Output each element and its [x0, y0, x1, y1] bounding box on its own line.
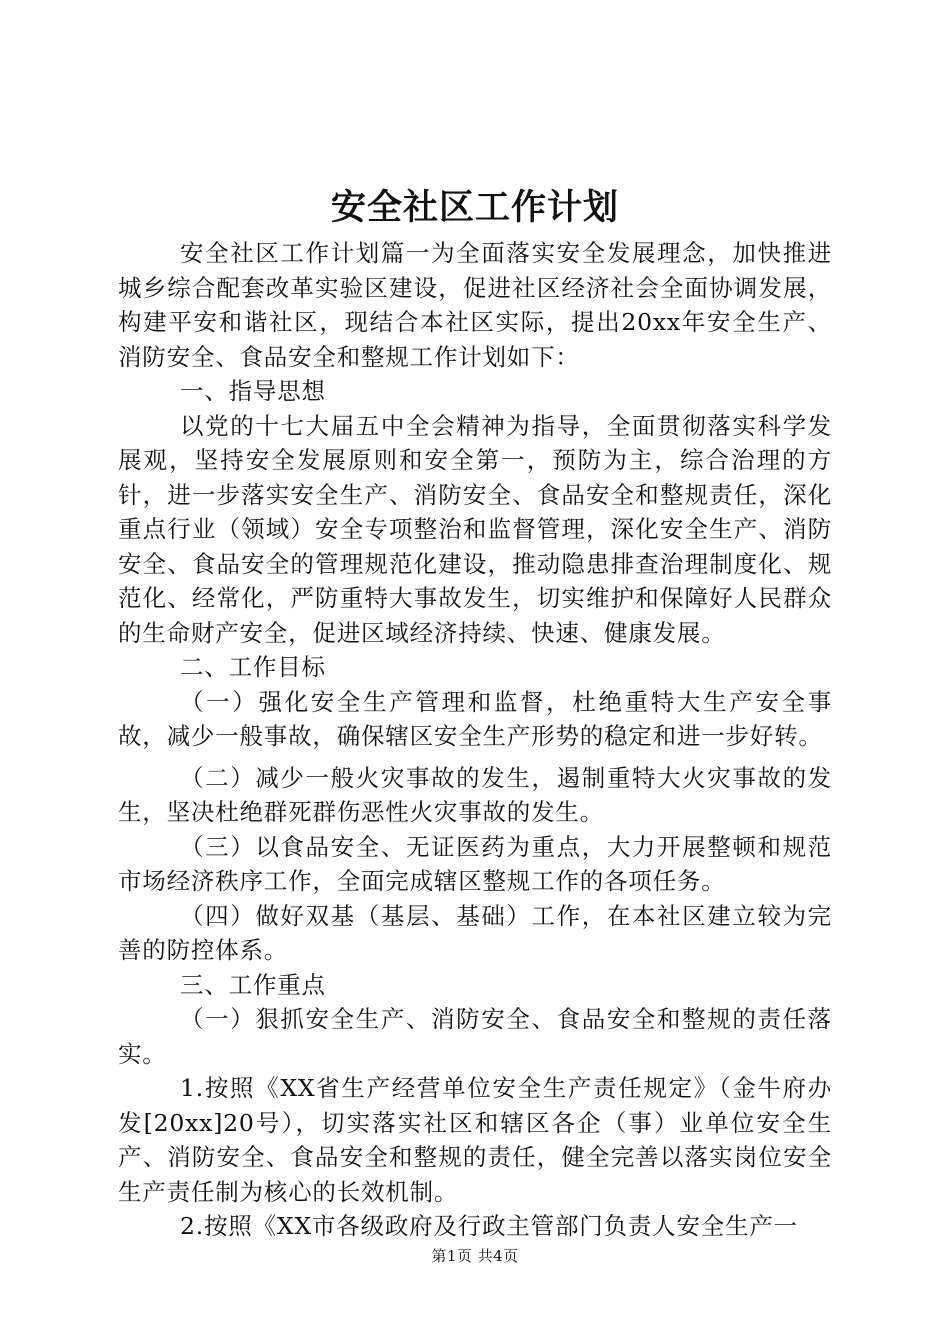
section-heading-work-focus: 三、工作重点 — [180, 970, 326, 999]
document-body — [118, 236, 832, 1244]
paragraph-focus-1: （一）狠抓安全生产、消防安全、食品安全和整规的责任落实。 — [118, 1005, 832, 1068]
paragraph-goal-1: （一）强化安全生产管理和监督，杜绝重特大生产安全事故，减少一般事故，确保辖区安全生产形势的稳定和进一步好转。 — [118, 687, 832, 750]
paragraph-intro: 安全社区工作计划篇一为全面落实安全发展理念，加快推进城乡综合配套改革实验区建设，促进社区经济社会全面协调发展，构建平安和谐社区，现结合本社区实际，提出20xx年安全生产、消防安全、食品安全和整规工作计划如下： — [118, 239, 832, 371]
paragraph-guiding-thought: 以党的十七大届五中全会精神为指导，全面贯彻落实科学发展观，坚持安全发展原则和安全第一，预防为主，综合治理的方针，进一步落实安全生产、消防安全、食品安全和整规责任，深化重点行业（领域）安全专项整治和监督管理，深化安全生产、消防安全、食品安全的管理规范化建设，推动隐患排查治理制度化、规范化、经常化，严防重特大事故发生，切实维护和保障好人民群众的生命财产安全，促进区域经济持续、快速、健康发展。 — [118, 411, 832, 647]
page-footer: 第1页 共4页 — [431, 1247, 519, 1265]
section-heading-guiding-thought: 一、指导思想 — [180, 377, 326, 405]
paragraph-focus-1-item-2: 2.按照《XX市各级政府及行政主管部门负责人安全生产一 — [180, 1212, 798, 1240]
section-heading-work-goals: 二、工作目标 — [180, 653, 326, 681]
paragraph-goal-3: （三）以食品安全、无证医药为重点，大力开展整顿和规范市场经济秩序工作，全面完成辖区整规工作的各项任务。 — [118, 832, 832, 895]
paragraph-focus-1-item-1: 1.按照《XX省生产经营单位安全生产责任规定》（金牛府办发[20xx]20号），切实落实社区和辖区各企（事）业单位安全生产、消防安全、食品安全和整规的责任，健全完善以落实岗位安全生产责任制为核心的长效机制。 — [118, 1074, 832, 1206]
document-title: 安全社区工作计划 — [330, 188, 619, 228]
paragraph-goal-4: （四）做好双基（基层、基础）工作，在本社区建立较为完善的防控体系。 — [118, 901, 832, 964]
paragraph-goal-2: （二）减少一般火灾事故的发生，遏制重特大火灾事故的发生，坚决杜绝群死群伤恶性火灾事故的发生。 — [118, 763, 832, 826]
